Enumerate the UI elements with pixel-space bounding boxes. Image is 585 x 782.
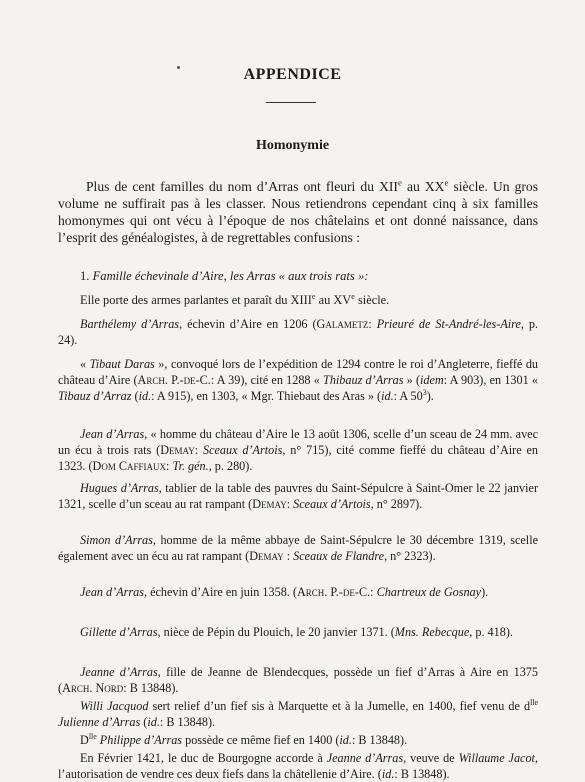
entry-philippe: $D^{lle}$ Philippe d’Arras possède ce même fief en 1400 (id.: B 13848). <box>80 731 408 747</box>
section-intro-line: Elle porte des armes parlantes et paraît du XIIIe au XVe siècle. <box>80 291 390 307</box>
entry-hugues: Hugues d’Arras, tablier de la table des pauvres du Saint-Sépulcre à Saint-Omer le 22 janvier 1321, scelle d’un sceau au rat rampant (Demay: Sceaux d’Artois, n° 2897). <box>58 481 539 511</box>
section-heading: 1. Famille échevinale d’Aire, les Arras « aux trois rats »: <box>80 269 369 283</box>
section-subtitle: Homonymie <box>255 138 330 153</box>
entry-willi: Willi Jacquod sert relief d’un fief sis à Marquette et à la Jumelle, en 1400, fief venu de $d^{lle}$ Julienne d’Arras (id.: B 13848). <box>58 697 538 729</box>
intro-paragraph: Plus de cent familles du nom d’Arras ont fleuri du XIIe au XXe siècle. Un gros volume ne suffirait pas à les classer. Nous retiendrons cependant cinq à six familles homonymes qui ont vécu à l’époque de nos châtelains et ont donné naissance, dans l’esprit des généalogistes, à de regrettables confusions : <box>58 177 538 245</box>
entry-jeanne-1375: Jeanne d’Arras, fille de Jeanne de Blendecques, possède un fief d’Arras à Aire en 1375 (Arch. Nord: B 13848). <box>58 665 538 695</box>
entry-jean-1306: Jean d’Arras, « homme du château d’Aire le 13 août 1306, scelle d’un sceau de 24 mm. avec un écu à trois rats (Demay: Sceaux d’Artois, n° 715), cité comme fieffé du château d’Aire en 1323. (Dom Caffiaux: Tr. gén., p. 280). <box>58 427 538 473</box>
entry-simon: Simon d’Arras, homme de la même abbaye de Saint-Sépulcre le 30 décembre 1319, scelle également avec un écu au rat rampant (Demay : Sceaux de Flandre, n° 2323). <box>58 533 538 563</box>
title-rule <box>266 102 316 103</box>
page-title: APPENDICE <box>243 66 342 83</box>
entry-gillette: Gillette d’Arras, nièce de Pépin du Plouich, le 20 janvier 1371. (Mns. Rebecque, p. 418). <box>80 625 513 639</box>
entry-tibaut: « Tibaut Daras », convoqué lors de l’expédition de 1294 contre le roi d’Angleterre, fieffé du château d’Aire (Arch. P.-de-C.: A 39), cité en 1288 « Thibauz d’Arras » (idem: A 903), en 1301 « Tibauz d’Arraz (id.: A 915), en 1303, « Mgr. Thiebaut des Aras » (id.: A $50^3$). <box>58 357 539 403</box>
entry-fevrier-1421: En Février 1421, le duc de Bourgogne accorde à Jeanne d’Arras, veuve de Willaume Jacot, l’autorisation de vendre ces deux fiefs dans la châtellenie d’Aire. (id.: B 13848). <box>58 751 538 781</box>
entry-jean-1358: Jean d’Arras, échevin d’Aire en juin 1358. (Arch. P.-de-C.: Chartreux de Gosnay). <box>80 585 489 599</box>
entry-barthelemy: Barthélemy d’Arras, échevin d’Aire en 1206 (Galametz: Prieuré de St-André-les-Aire, p. 24). <box>58 317 539 347</box>
